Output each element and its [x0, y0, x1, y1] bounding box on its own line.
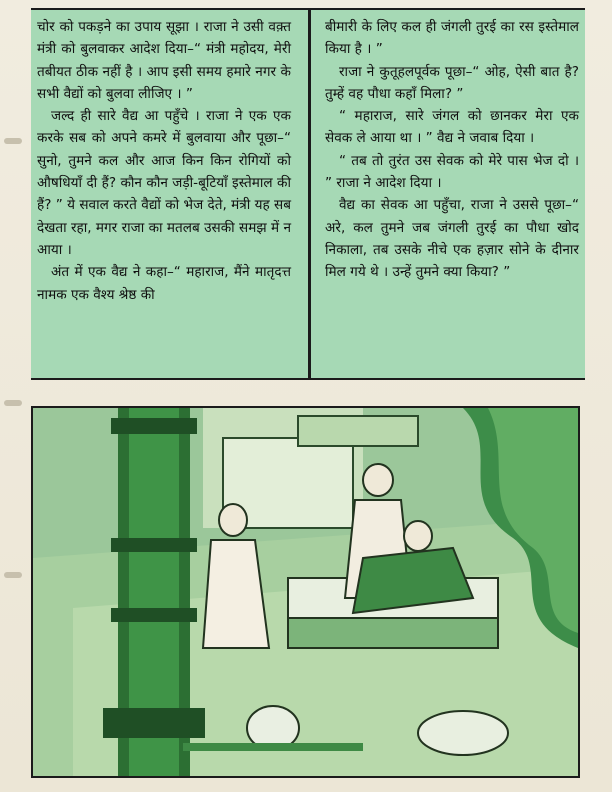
right-text-column — [319, 10, 585, 284]
binding-hole — [4, 138, 22, 144]
paragraph: अंत में एक वैद्य ने कहा–“ महाराज, मैंने मातृदत्त नामक एक वैश्य श्रेष्ठ की — [37, 264, 291, 303]
story-text-panel — [31, 8, 585, 380]
paragraph: वैद्य का सेवक आ पहुँचा, राजा ने उससे पूछा–“ अरे, कल तुमने जब जंगली तुरई का पौधा खोद निकाला, तब उसके नीचे एक हज़ार सोने के दीनार मिल गये थे । उन्हें तुमने क्या किया? ” — [325, 197, 579, 281]
table-edge — [183, 743, 363, 751]
left-text-column — [31, 10, 297, 306]
paragraph: “ महाराज, सारे जंगल को छानकर मेरा एक सेवक ले आया था । ” वैद्य ने जवाब दिया । — [325, 108, 579, 147]
palace-scene-drawing — [33, 408, 578, 776]
pillar-band — [111, 538, 197, 552]
king-head — [404, 521, 432, 551]
paragraph: जल्द ही सारे वैद्य आ पहुँचे । राजा ने एक एक करके सब को अपने कमरे में बुलवाया और पूछा–“ सुनो, तुमने कल और आज किन किन रोगियों को औषधियाँ दी हैं? कौन कौन जड़ी-बूटियाँ इस्तेमाल की हैं? ” ये सवाल करते वैद्यों को भेज देते, मंत्री यह सब देखता रहा, मगर राजा का मतलब उसकी समझ में न आया । — [37, 108, 291, 258]
paragraph: बीमारी के लिए कल ही जंगली तुरई का रस इस्तेमाल किया है । ” — [325, 19, 579, 58]
paragraph: चोर को पकड़ने का उपाय सूझा । राजा ने उसी वक़्त मंत्री को बुलवाकर आदेश दिया–“ मंत्री महोदय, मेरी तबीयत ठीक नहीं है । आप इसी समय हमारे नगर के सभी वैद्यों को बुलवा लीजिए । ” — [37, 19, 291, 102]
incense-burner — [418, 711, 508, 755]
binding-hole — [4, 572, 22, 578]
pillar-band — [111, 608, 197, 622]
story-illustration — [31, 406, 580, 778]
servant-head — [219, 504, 247, 536]
pillar-band — [111, 418, 197, 434]
paragraph: “ तब तो तुरंत उस सेवक को मेरे पास भेज दो । ” राजा ने आदेश दिया । — [325, 152, 579, 192]
pillar-base — [103, 708, 205, 738]
window-grille — [298, 416, 418, 446]
couch-base — [288, 618, 498, 648]
column-divider — [308, 10, 311, 378]
minister-head — [363, 464, 393, 496]
paragraph: राजा ने कुतूहलपूर्वक पूछा–“ ओह, ऐसी बात है? तुम्हें वह पौधा कहाँ मिला? ” — [325, 63, 579, 102]
binding-hole — [4, 400, 22, 406]
